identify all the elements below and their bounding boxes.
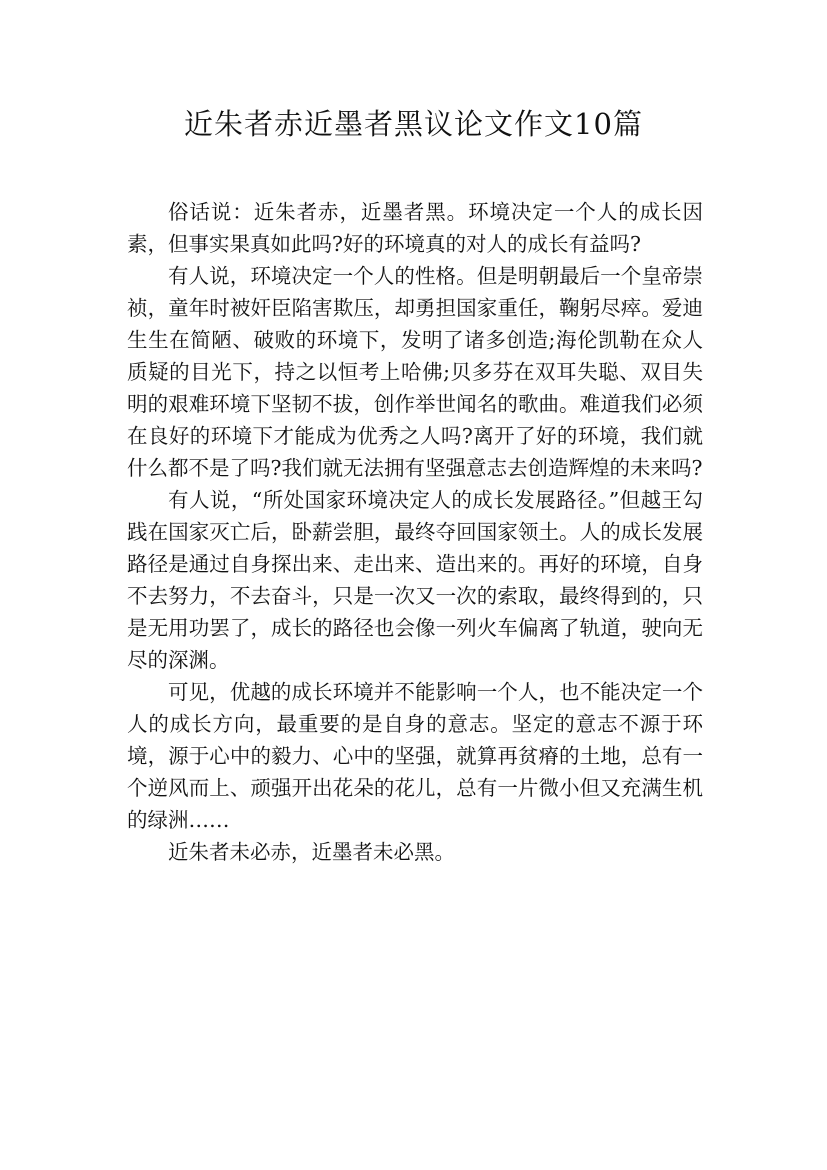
paragraph-will: 可见，优越的成长环境并不能影响一个人，也不能决定一个人的成长方向，最重要的是自身的意志。坚定的意志不源于环境，源于心中的毅力、心中的坚强，就算再贫瘠的土地，总有一个逆风而上、顽强开出花朵的花儿，总有一片微小但又充满生机的绿洲…… xyxy=(127,680,703,832)
paragraph-conclusion: 近朱者未必赤，近墨者未必黑。 xyxy=(168,840,455,864)
paragraph-growth-path: 有人说，“所处国家环境决定人的成长发展路径。”但越王勾践在国家灭亡后，卧薪尝胆，最终夺回国家领土。人的成长发展路径是通过自身探出来、走出来、造出来的。再好的环境，自身不去努力，不去奋斗，只是一次又一次的索取，最终得到的，只是无用功罢了，成长的路径也会像一列火车偏离了轨道，驶向无尽的深渊。 xyxy=(127,488,703,672)
paragraph-environment-character: 有人说，环境决定一个人的性格。但是明朝最后一个皇帝崇祯，童年时被奸臣陷害欺压，却勇担国家重任，鞠躬尽瘁。爱迪生生在简陋、破败的环境下，发明了诸多创造;海伦凯勒在众人质疑的目光下，持之以恒考上哈佛;贝多芬在双耳失聪、双目失明的艰难环境下坚韧不拔，创作举世闻名的歌曲。难道我们必须在良好的环境下才能成为优秀之人吗?离开了好的环境，我们就什么都不是了吗?我们就无法拥有坚强意志去创造辉煌的未来吗? xyxy=(127,264,703,480)
paragraph-intro: 俗话说：近朱者赤，近墨者黑。环境决定一个人的成长因素，但事实果真如此吗?好的环境真的对人的成长有益吗? xyxy=(127,200,703,256)
document-title: 近朱者赤近墨者黑议论文作文10篇 xyxy=(184,107,643,141)
document-body xyxy=(127,196,703,868)
